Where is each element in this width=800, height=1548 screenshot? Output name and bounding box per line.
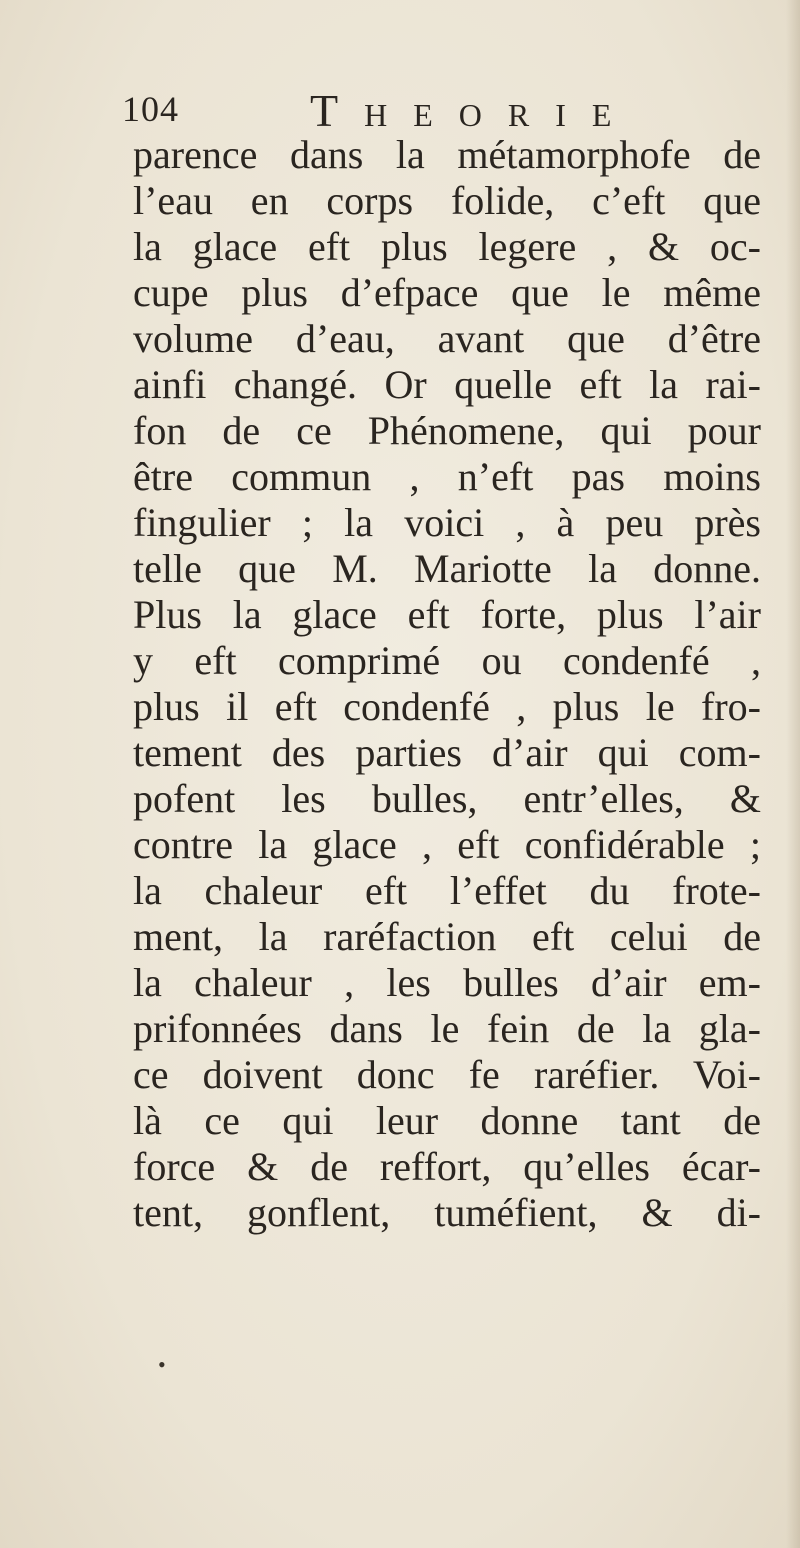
- page-number: 104: [122, 89, 179, 129]
- text-line: la chaleur eft l’effet du frote-: [133, 868, 761, 913]
- page-header: [122, 84, 682, 134]
- text-line: la chaleur , les bulles d’air em-: [133, 960, 761, 1005]
- text-line: plus il eft condenfé , plus le fro-: [133, 684, 761, 729]
- text-line: tent, gonflent, tuméfient, & di-: [133, 1190, 761, 1235]
- text-line: ainfi changé. Or quelle eft la rai-: [133, 362, 761, 407]
- text-line: cupe plus d’efpace que le même: [133, 270, 761, 315]
- running-title: Theorie: [310, 85, 638, 136]
- text-line: force & de reffort, qu’elles écar-: [133, 1144, 761, 1189]
- text-line: ment, la raréfaction eft celui de: [133, 914, 761, 959]
- body-text: [133, 132, 773, 1236]
- ink-speck: •: [158, 1352, 166, 1377]
- text-line: Plus la glace eft forte, plus l’air: [133, 592, 761, 637]
- text-line: volume d’eau, avant que d’être: [133, 316, 761, 361]
- text-line: telle que M. Mariotte la donne.: [133, 546, 761, 591]
- text-line: être commun , n’eft pas moins: [133, 454, 761, 499]
- text-line: parence dans la métamorphofe de: [133, 132, 761, 177]
- text-line: fingulier ; la voici , à peu près: [133, 500, 761, 545]
- page-edge-shadow: [786, 0, 800, 1548]
- text-line: contre la glace , eft confidérable ;: [133, 822, 761, 867]
- text-line: prifonnées dans le fein de la gla-: [133, 1006, 761, 1051]
- text-line: y eft comprimé ou condenfé ,: [133, 638, 761, 683]
- text-line: là ce qui leur donne tant de: [133, 1098, 761, 1143]
- text-line: tement des parties d’air qui com-: [133, 730, 761, 775]
- text-line: pofent les bulles, entr’elles, &: [133, 776, 761, 821]
- text-line: fon de ce Phénomene, qui pour: [133, 408, 761, 453]
- text-line: ce doivent donc fe raréfier. Voi-: [133, 1052, 761, 1097]
- text-line: l’eau en corps folide, c’eft que: [133, 178, 761, 223]
- text-line: la glace eft plus legere , & oc-: [133, 224, 761, 269]
